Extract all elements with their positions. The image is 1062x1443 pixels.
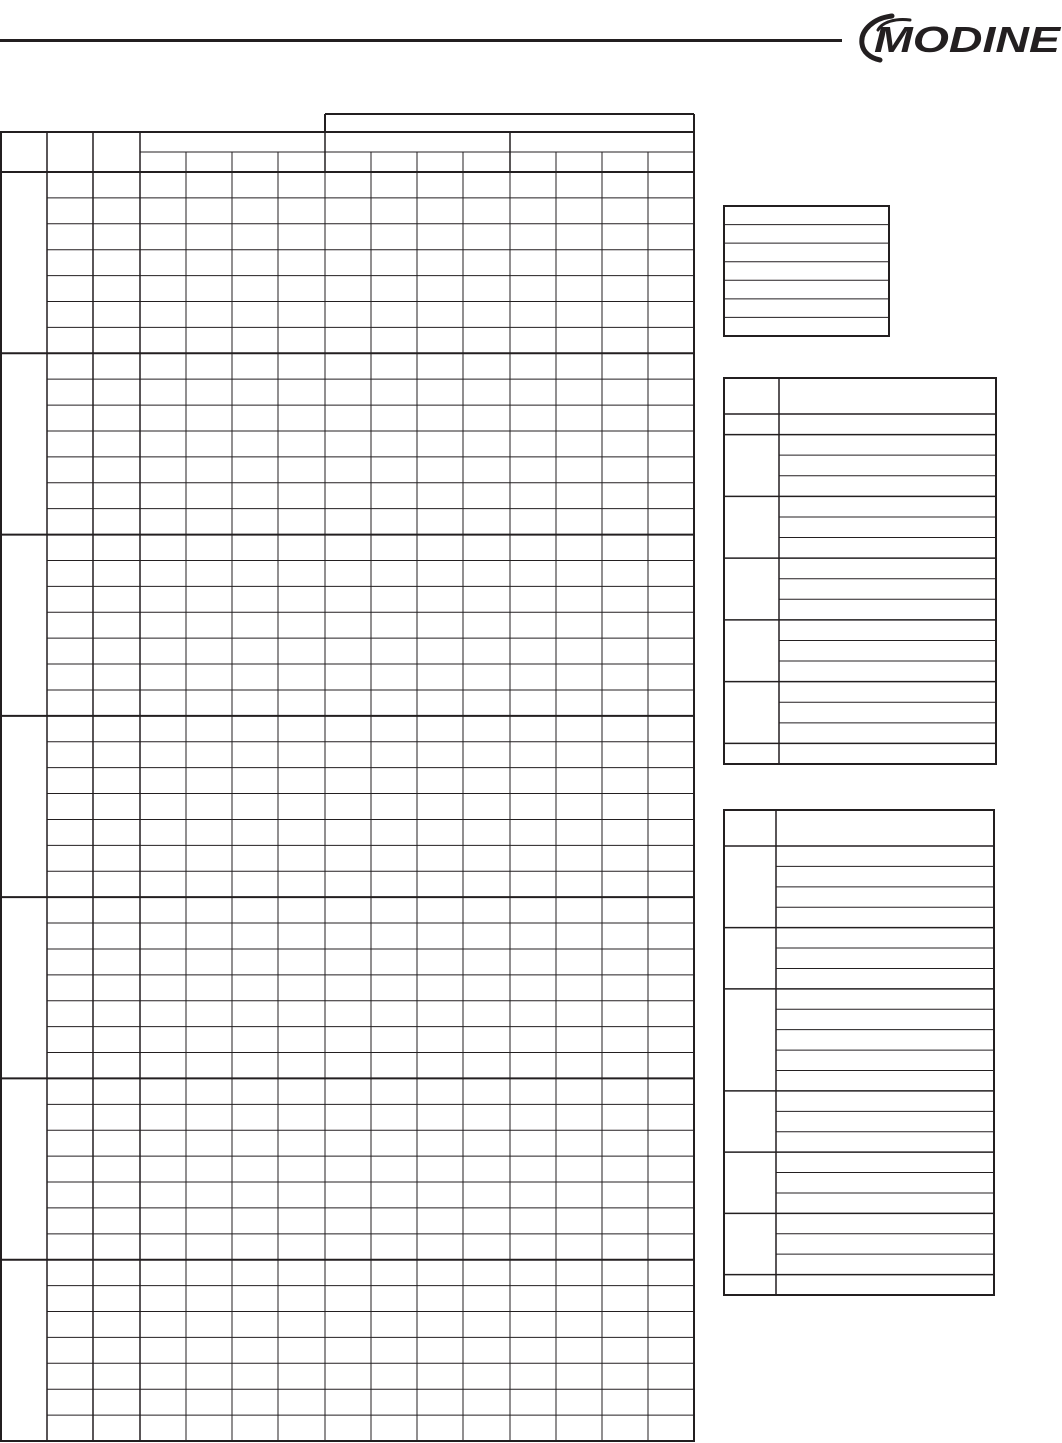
side-table-c [724,810,994,1295]
side-table-b [724,378,996,764]
logo-text: MODINE [874,19,1062,60]
side-table-b-border [724,378,996,764]
side-table-a-border [724,206,889,336]
main-table [0,114,695,1441]
side-table-a [724,206,889,336]
main-table-border [1,132,694,1441]
side-table-c-border [724,810,994,1295]
